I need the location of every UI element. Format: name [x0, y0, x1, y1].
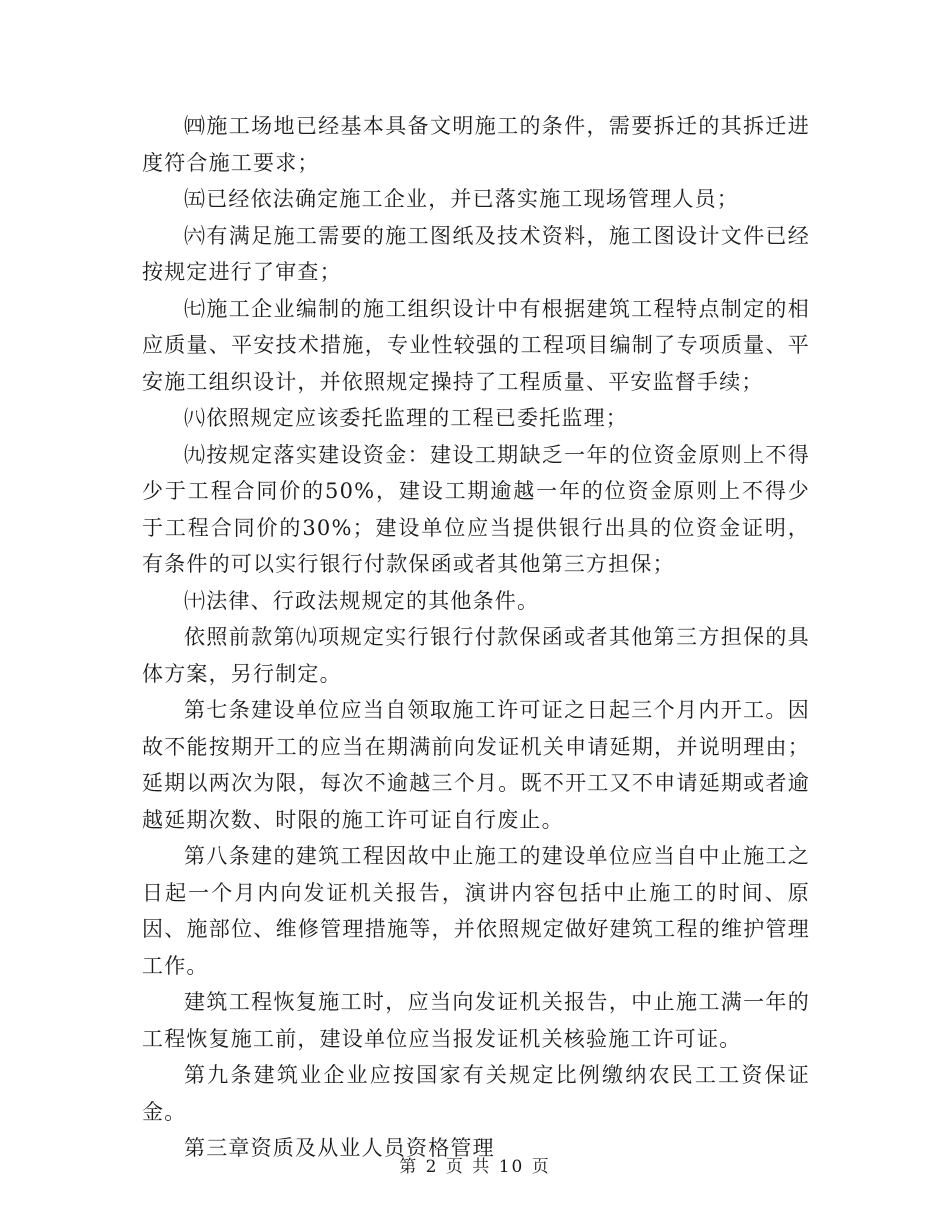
- paragraph-guarantee-note: 依照前款第㈨项规定实行银行付款保函或者其他第三方担保的具体方案，另行制定。: [142, 625, 810, 686]
- paragraph-article-7: 第七条建设单位应当自领取施工许可证之日起三个月内开工。因故不能按期开工的应当在期满前向发证机关申请延期，并说明理由；延期以两次为限，每次不逾越三个月。既不开工又不申请延期或者逾越延期次数、时限的施工许可证自行废止。: [142, 698, 810, 832]
- page-footer: 第 2 页 共 10 页: [399, 1157, 551, 1177]
- paragraph-6: ㈥有满足施工需要的施工图纸及技术资料，施工图设计文件已经按规定进行了审查；: [142, 223, 810, 284]
- paragraph-article-9: 第九条建筑业企业应按国家有关规定比例缴纳农民工工资保证金。: [142, 1063, 810, 1124]
- paragraph-4: ㈣施工场地已经基本具备文明施工的条件，需要拆迁的其拆迁进度符合施工要求；: [142, 114, 810, 175]
- paragraph-9: ㈨按规定落实建设资金：建设工期缺乏一年的位资金原则上不得少于工程合同价的50%，建设工期逾越一年的位资金原则上不得少于工程合同价的30%；建设单位应当提供银行出具的位资金证明，有条件的可以实行银行付款保函或者其他第三方担保；: [142, 442, 810, 576]
- paragraph-article-8: 第八条建的建筑工程因故中止施工的建设单位应当自中止施工之日起一个月内向发证机关报告，演讲内容包括中止施工的时间、原因、施部位、维修管理措施等，并依照规定做好建筑工程的维护管理工作。: [142, 844, 810, 978]
- document-body: [142, 108, 810, 1167]
- paragraph-7: ㈦施工企业编制的施工组织设计中有根据建筑工程特点制定的相应质量、平安技术措施，专业性较强的工程项目编制了专项质量、平安施工组织设计，并依照规定操持了工程质量、平安监督手续；: [142, 296, 810, 394]
- paragraph-8: ㈧依照规定应该委托监理的工程已委托监理；: [184, 406, 628, 430]
- paragraph-10: ㈩法律、行政法规规定的其他条件。: [184, 588, 540, 613]
- paragraph-resume-construction: 建筑工程恢复施工时，应当向发证机关报告，中止施工满一年的工程恢复施工前，建设单位应当报发证机关核验施工许可证。: [142, 990, 810, 1051]
- paragraph-5: ㈤已经依法确定施工企业，并已落实施工现场管理人员；: [184, 187, 739, 211]
- chapter-3-heading: 第三章资质及从业人员资格管理: [184, 1136, 495, 1160]
